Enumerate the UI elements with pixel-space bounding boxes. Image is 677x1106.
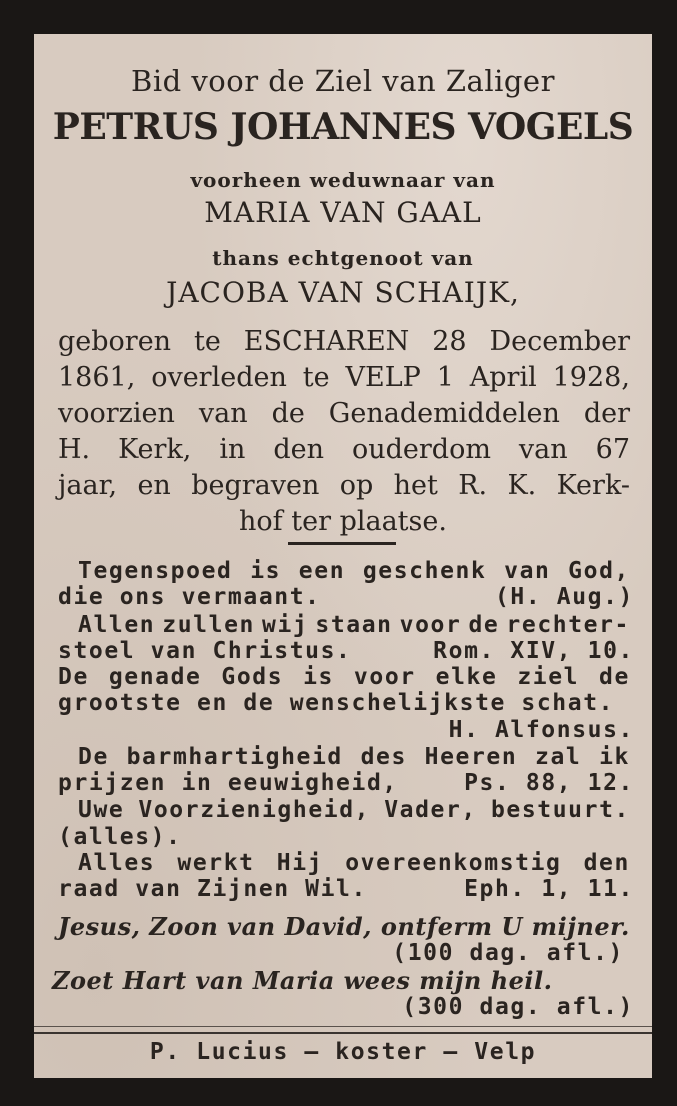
quote-source-2: Rom. XIV, 10. — [433, 638, 634, 664]
invocation: Bid voor de Ziel van Zaliger — [131, 64, 555, 98]
footer-rule-thin — [34, 1026, 652, 1027]
quote-line-10: Uwe Voorzienigheid, Vader, bestuurt. — [78, 797, 630, 823]
body-line-4: H. Kerk, in den ouderdom van 67 — [58, 434, 630, 465]
quote-line-9: prijzen in eeuwigheid, — [58, 770, 398, 796]
quote-line-2: die ons vermaant. — [58, 584, 321, 610]
body-line-1: geboren te ESCHAREN 28 December — [58, 326, 630, 357]
body-line-2: 1861, overleden te VELP 1 April 1928, — [58, 362, 630, 393]
prayer-1: Jesus, Zoon van David, ontferm U mijner. — [58, 912, 630, 941]
quote-line-6: grootste en de wenschelijkste schat. — [58, 690, 615, 716]
divider — [288, 542, 396, 545]
quote-line-12: Alles werkt Hij overeenkomstig den — [78, 850, 630, 876]
printer-credit: P. Lucius — koster — Velp — [149, 1039, 537, 1065]
prayer-2: Zoet Hart van Maria wees mijn heil. — [52, 966, 553, 995]
indulgence-2: (300 dag. afl.) — [402, 994, 634, 1020]
quote-line-13: raad van Zijnen Wil. — [58, 876, 367, 902]
indulgence-1: (100 dag. afl.) — [392, 940, 624, 966]
footer-rule — [34, 1032, 652, 1034]
quote-line-11: (alles). — [58, 824, 182, 850]
quote-line-3: Allen zullen wij staan voor de rechter- — [78, 612, 630, 638]
husband-of-label: thans echtgenoot van — [212, 246, 474, 270]
quote-line-5: De genade Gods is voor elke ziel de — [58, 664, 630, 690]
quote-line-4: stoel van Christus. — [58, 638, 352, 664]
deceased-name: PETRUS JOHANNES VOGELS — [52, 106, 634, 148]
first-wife-name: MARIA VAN GAAL — [204, 196, 482, 229]
quote-source-1: (H. Aug.) — [494, 584, 634, 610]
quote-source-3: H. Alfonsus. — [448, 717, 634, 743]
quote-line-1: Tegenspoed is een geschenk van God, — [78, 558, 630, 584]
quote-source-4: Ps. 88, 12. — [464, 770, 634, 796]
quote-source-5: Eph. 1, 11. — [464, 876, 634, 902]
quote-line-8: De barmhartigheid des Heeren zal ik — [78, 744, 630, 770]
widower-of-label: voorheen weduwnaar van — [190, 168, 496, 192]
body-line-5: jaar, en begraven op het R. K. Kerk- — [58, 470, 630, 501]
body-line-6: hof ter plaatse. — [239, 506, 447, 537]
memorial-card — [34, 34, 652, 1078]
second-wife-name: JACOBA VAN SCHAIJK, — [166, 276, 520, 309]
body-line-3: voorzien van de Genademiddelen der — [58, 398, 630, 429]
